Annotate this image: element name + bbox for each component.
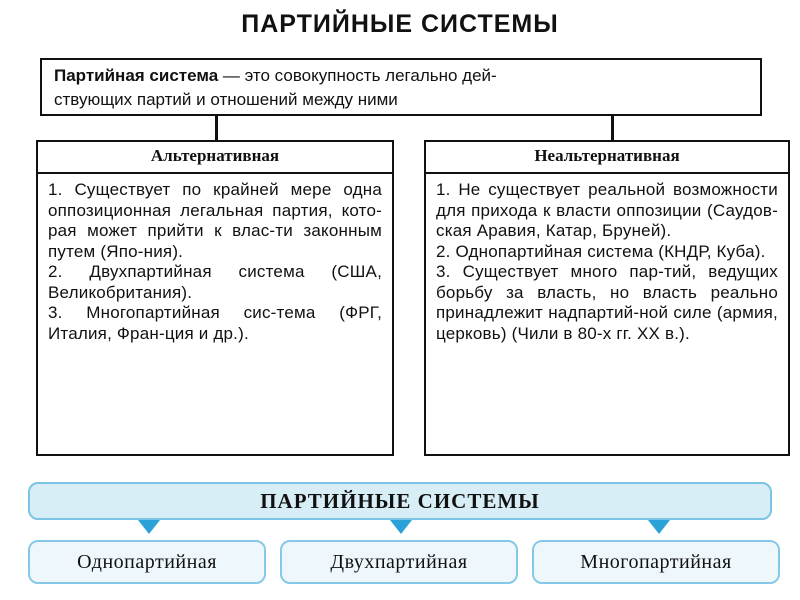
lower-banner: ПАРТИЙНЫЕ СИСТЕМЫ [28,482,772,520]
type-box-two-party: Двухпартийная [280,540,518,584]
branch-point: 2. Однопартийная система (КНДР, Куба). [436,241,766,261]
branch-heading-alternative: Альтернативная [36,140,394,174]
arrow-down-icon [648,520,670,534]
branch-point: 2. Двухпартийная система (США, Великобритания). [48,262,382,302]
branch-point: 1. Существует по крайней мере одна оппозиционная легальная партия, кото-рая может прийти к влас-ти законным путем (Япо-ния). [48,180,382,261]
branch-body-non-alternative [424,174,790,456]
definition-text-line1: — это совокупность легально дей- [218,66,497,85]
type-box-multi-party: Многопартийная [532,540,780,584]
definition-term: Партийная система [54,66,219,85]
branch-point: 3. Существует много пар-тий, ведущих борьбу за власть, но власть реально принадлежит надпартий-ной силе (армия, церковь) (Чили в 80-х гг. XX в.). [436,262,778,343]
arrow-down-icon [390,520,412,534]
type-box-one-party: Однопартийная [28,540,266,584]
branch-point: 1. Не существует реальной возможности для прихода к власти оппозиции (Саудов-ская Аравия, Катар, Бруней). [436,180,778,240]
connector-left [215,116,218,140]
branch-point: 3. Многопартийная сис-тема (ФРГ, Италия, Фран-ция и др.). [48,303,382,343]
definition-box [40,58,762,116]
branch-body-alternative [36,174,394,456]
definition-text-line2: ствующих партий и отношений между ними [54,90,398,109]
arrow-down-icon [138,520,160,534]
branch-heading-non-alternative: Неальтернативная [424,140,790,174]
connector-right [611,116,614,140]
page-title: ПАРТИЙНЫЕ СИСТЕМЫ [241,10,559,38]
